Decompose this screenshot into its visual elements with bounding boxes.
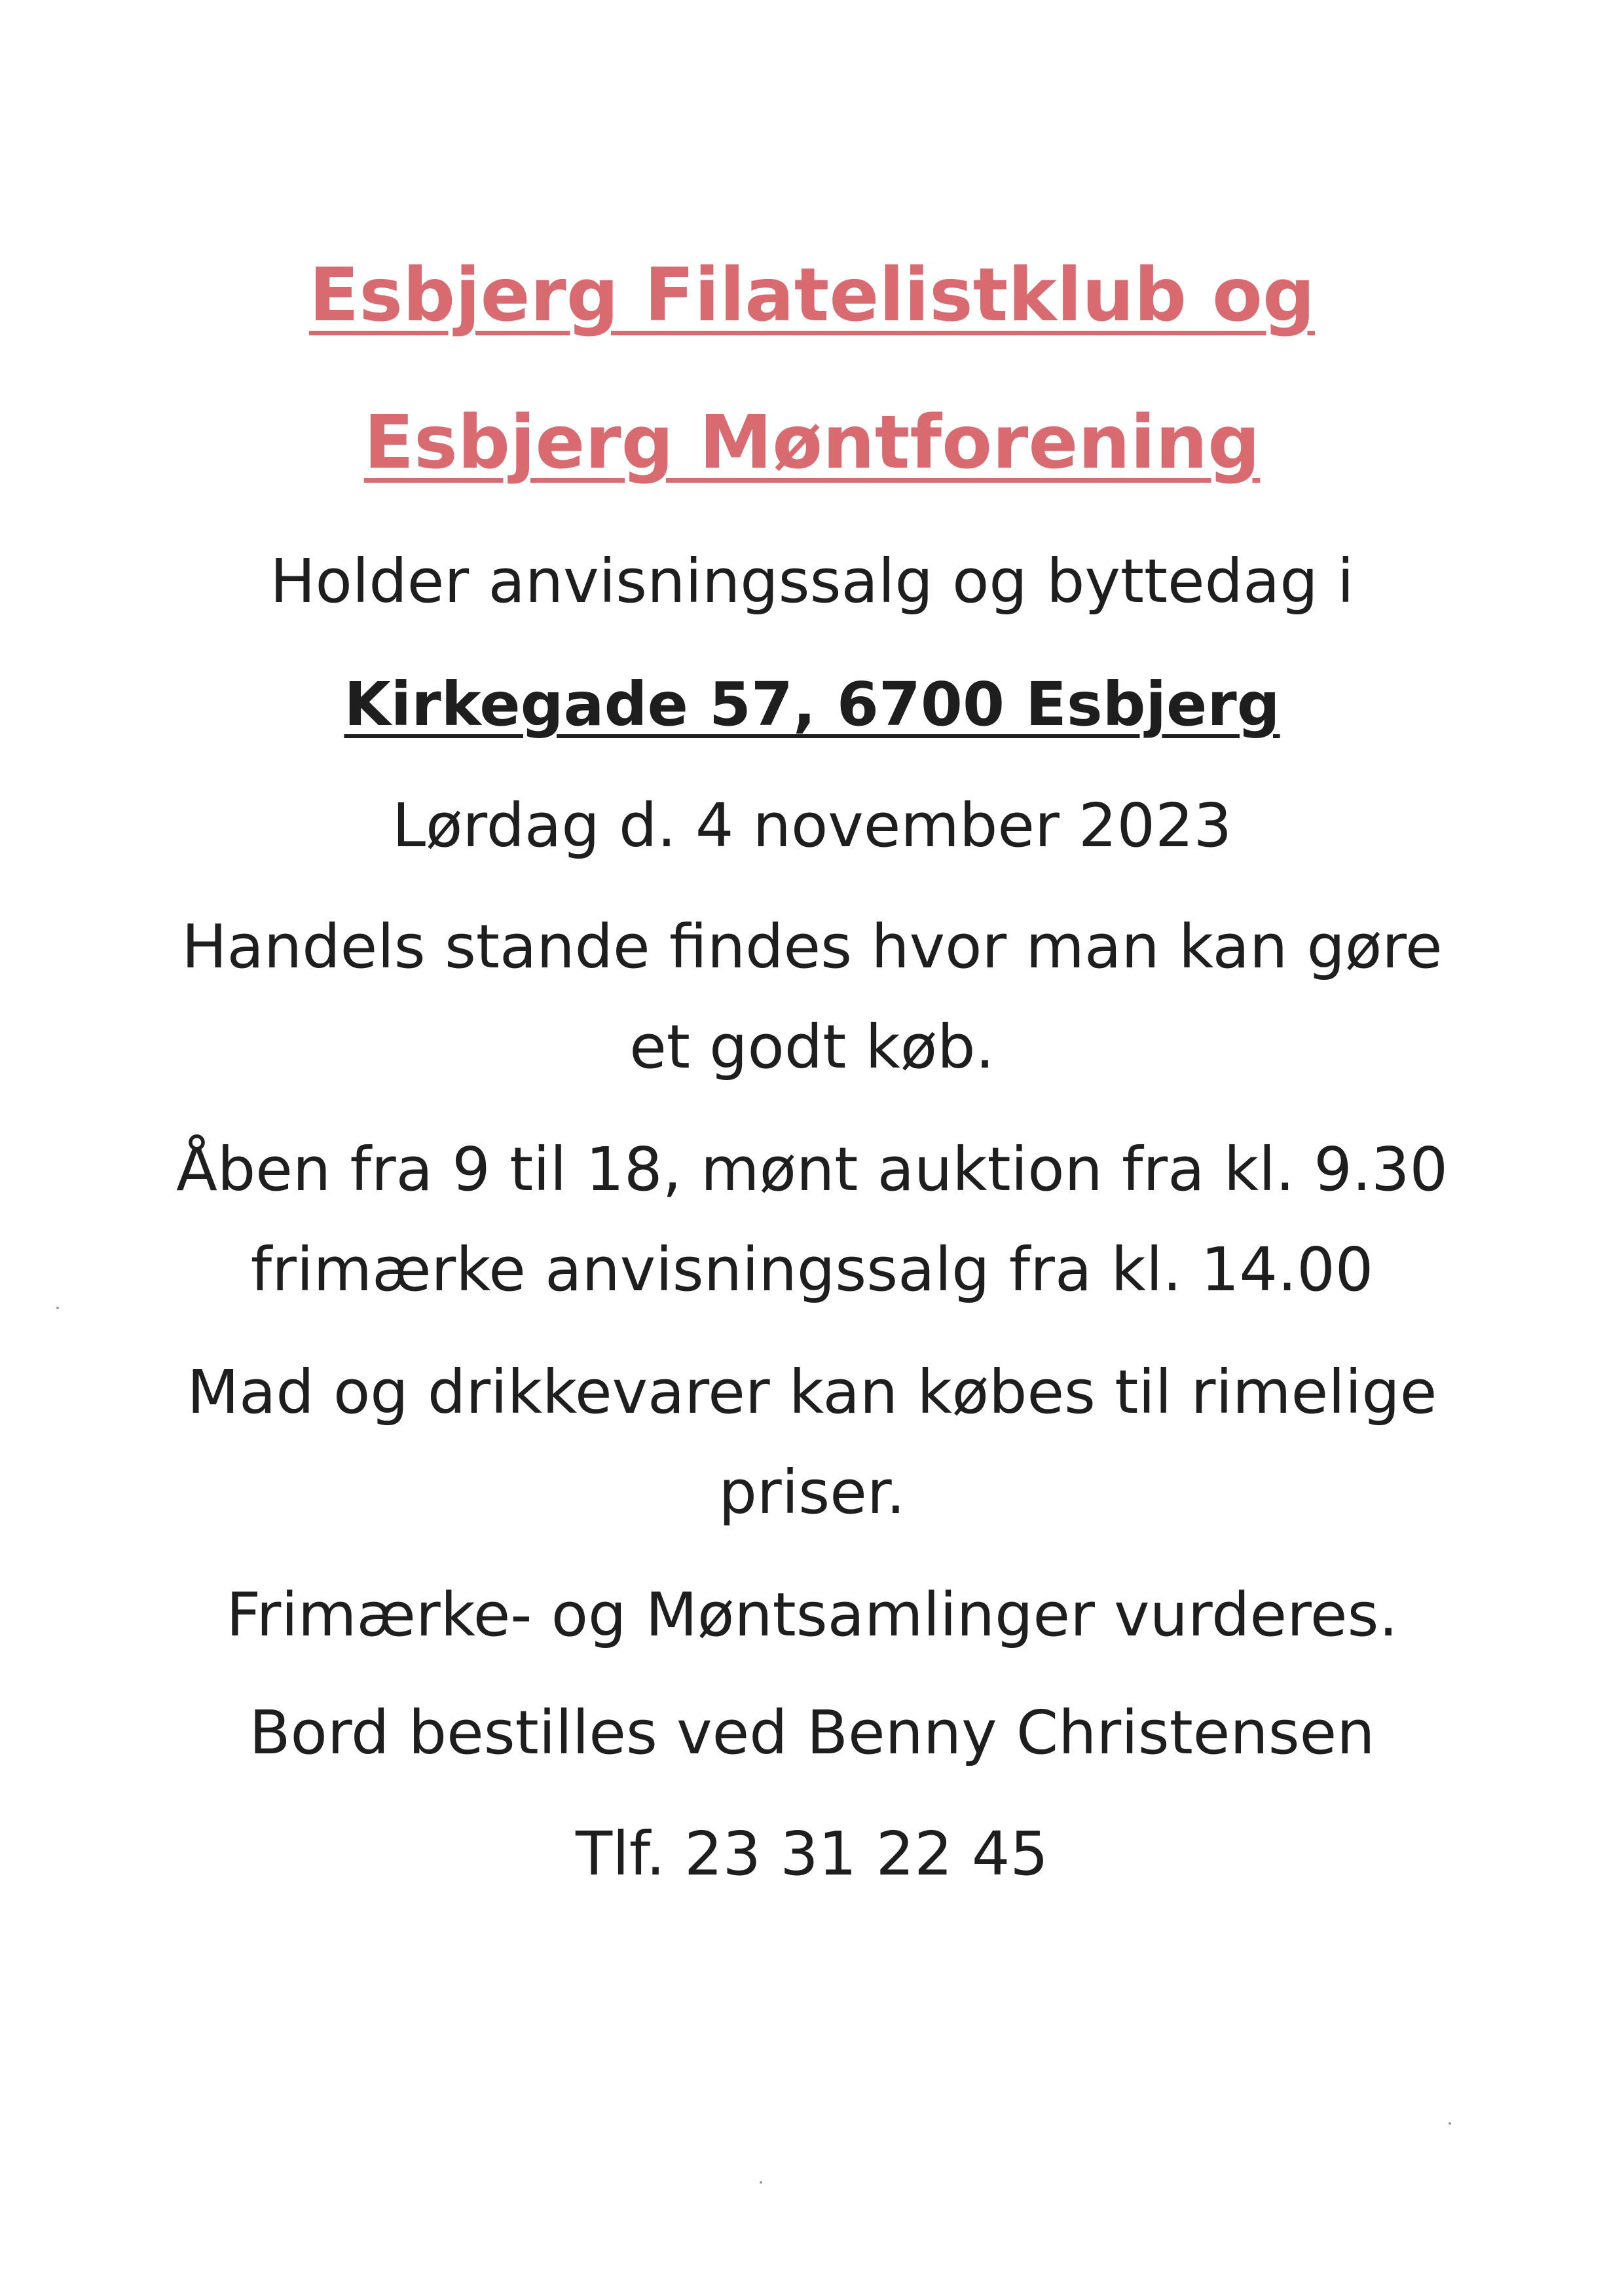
appraisal-text: Frimærke- og Møntsamlinger vurderes. xyxy=(226,1580,1398,1650)
opening-hours-line-1: Åben fra 9 til 18, mønt auktion fra kl. 9.30 xyxy=(175,1134,1449,1204)
address: Kirkegade 57, 6700 Esbjerg xyxy=(344,669,1280,739)
food-text-line-1: Mad og drikkevarer kan købes til rimelige xyxy=(187,1357,1437,1427)
title-line-2: Esbjerg Møntforening xyxy=(363,400,1261,485)
stands-text-line-2: et godt køb. xyxy=(629,1012,995,1082)
food-text-line-2: priser. xyxy=(718,1457,906,1527)
event-date: Lørdag d. 4 november 2023 xyxy=(392,791,1232,861)
scan-speck xyxy=(56,1307,59,1309)
stands-text-line-1: Handels stande findes hvor man kan gøre xyxy=(181,912,1443,982)
phone-number: Tlf. 23 31 22 45 xyxy=(576,1819,1048,1889)
opening-hours-line-2: frimærke anvisningssalg fra kl. 14.00 xyxy=(250,1235,1374,1305)
scan-speck xyxy=(1449,2122,1451,2125)
scan-speck xyxy=(760,2181,762,2184)
intro-text: Holder anvisningssalg og byttedag i xyxy=(270,546,1354,616)
title-line-1: Esbjerg Filatelistklub og xyxy=(308,253,1316,338)
booking-text: Bord bestilles ved Benny Christensen xyxy=(249,1698,1375,1768)
